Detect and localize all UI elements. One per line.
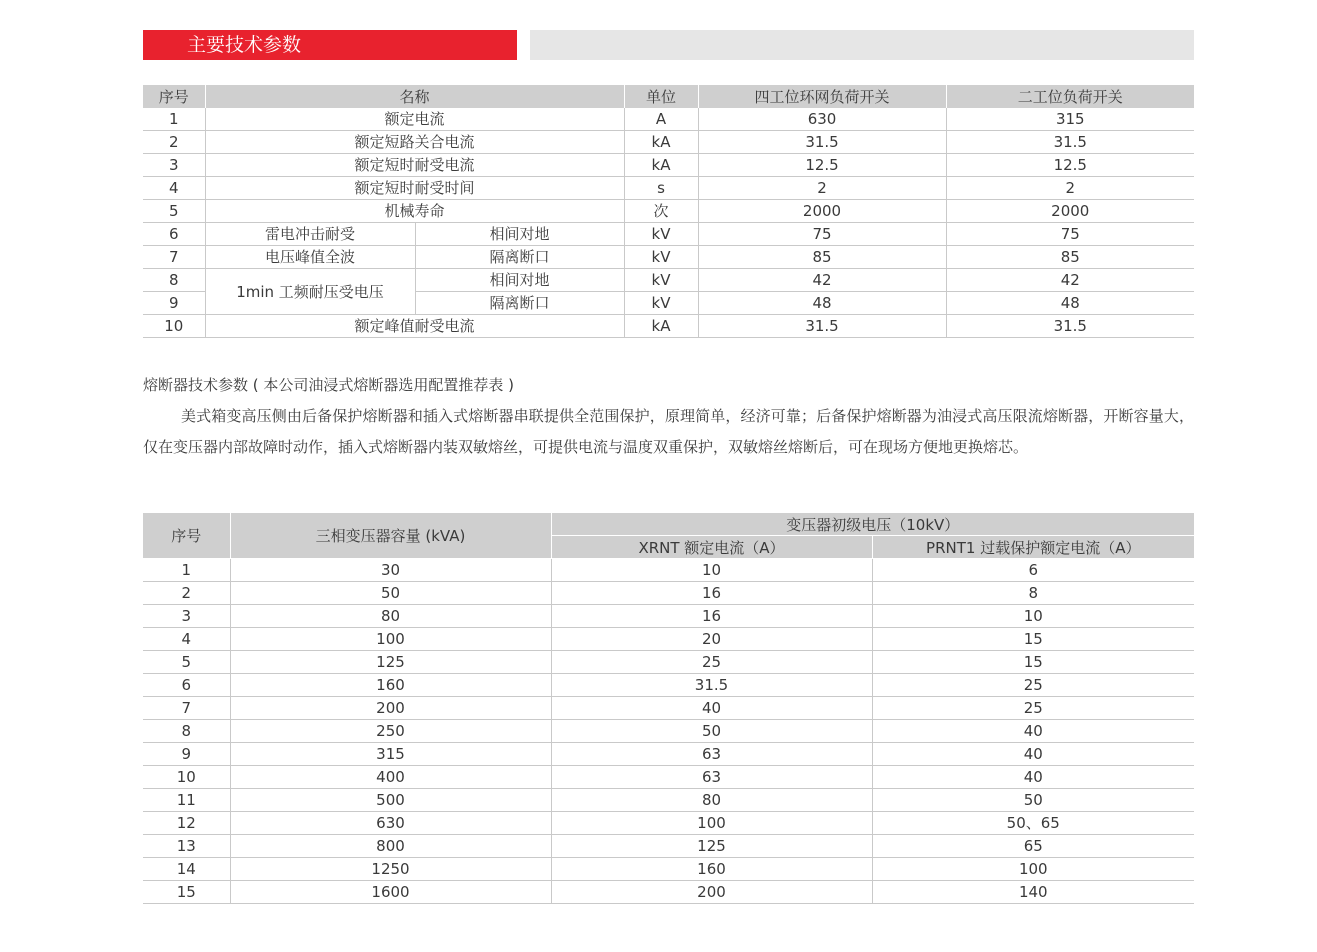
row-no: 3 [143,605,230,628]
row-capacity: 315 [230,743,551,766]
header-xrnt-current: XRNT 额定电流（A） [551,536,872,559]
title-decoration-bar [530,30,1194,60]
table-row [143,789,1194,812]
row-value-four: 12.5 [698,154,946,177]
row-prnt-current: 40 [872,766,1194,789]
row-prnt-current: 50 [872,789,1194,812]
table-row [143,315,1194,338]
row-unit: 次 [624,200,698,223]
row-value-four: 85 [698,246,946,269]
row-capacity: 1250 [230,858,551,881]
row-prnt-current: 40 [872,720,1194,743]
row-capacity: 400 [230,766,551,789]
row-prnt-current: 140 [872,881,1194,904]
table-row [143,154,1194,177]
row-name: 额定电流 [205,108,624,131]
row-no: 15 [143,881,230,904]
row-unit: kV [624,292,698,315]
row-xrnt-current: 63 [551,766,872,789]
row-xrnt-current: 16 [551,605,872,628]
row-subname: 相间对地 [415,223,624,246]
row-capacity: 30 [230,559,551,582]
row-value-four: 31.5 [698,315,946,338]
row-prnt-current: 15 [872,628,1194,651]
row-name: 额定短路关合电流 [205,131,624,154]
row-prnt-current: 8 [872,582,1194,605]
row-value-four: 630 [698,108,946,131]
row-no: 2 [143,582,230,605]
row-value-four: 42 [698,269,946,292]
row-name: 雷电冲击耐受 [205,223,415,246]
fuse-selection-table [143,513,1194,904]
row-capacity: 800 [230,835,551,858]
table-header-row [143,513,1194,536]
row-name: 额定短时耐受时间 [205,177,624,200]
row-prnt-current: 40 [872,743,1194,766]
row-no: 13 [143,835,230,858]
table-row [143,131,1194,154]
row-no: 10 [143,315,205,338]
header-no: 序号 [143,85,205,108]
row-subname: 相间对地 [415,269,624,292]
row-value-four: 75 [698,223,946,246]
main-parameters-table [143,85,1194,338]
header-two-position: 二工位负荷开关 [946,85,1194,108]
row-prnt-current: 15 [872,651,1194,674]
row-value-two: 85 [946,246,1194,269]
row-prnt-current: 6 [872,559,1194,582]
row-no: 9 [143,743,230,766]
table-row [143,177,1194,200]
table-header-row [143,85,1194,108]
row-capacity: 160 [230,674,551,697]
fuse-description: 美式箱变高压侧由后备保护熔断器和插入式熔断器串联提供全范围保护，原理简单，经济可靠；后备保护熔断器为油浸式高压限流熔断器，开断容量大，仅在变压器内部故障时动作，插入式熔断器内装双敏熔丝，可提供电流与温度双重保护，双敏熔丝熔断后，可在现场方便地更换熔芯。 [143,407,1194,456]
row-no: 11 [143,789,230,812]
row-xrnt-current: 20 [551,628,872,651]
table-row [143,651,1194,674]
row-unit: kA [624,154,698,177]
row-prnt-current: 25 [872,674,1194,697]
row-no: 2 [143,131,205,154]
row-unit: kA [624,131,698,154]
row-xrnt-current: 10 [551,559,872,582]
row-unit: kV [624,246,698,269]
header-primary-voltage: 变压器初级电压（10kV） [551,513,1194,536]
row-xrnt-current: 40 [551,697,872,720]
table-row [143,223,1194,246]
section-title: 主要技术参数 [143,30,517,60]
row-name: 电压峰值全波 [205,246,415,269]
row-name: 额定峰值耐受电流 [205,315,624,338]
row-unit: kV [624,223,698,246]
row-capacity: 50 [230,582,551,605]
row-xrnt-current: 50 [551,720,872,743]
row-value-four: 31.5 [698,131,946,154]
row-no: 3 [143,154,205,177]
table-row [143,559,1194,582]
row-capacity: 500 [230,789,551,812]
row-no: 12 [143,812,230,835]
table-row [143,881,1194,904]
row-xrnt-current: 160 [551,858,872,881]
row-xrnt-current: 100 [551,812,872,835]
row-value-two: 42 [946,269,1194,292]
row-value-two: 31.5 [946,315,1194,338]
row-value-four: 48 [698,292,946,315]
table-row [143,812,1194,835]
header-unit: 单位 [624,85,698,108]
row-value-four: 2000 [698,200,946,223]
row-xrnt-current: 200 [551,881,872,904]
row-unit: kV [624,269,698,292]
header-four-position: 四工位环网负荷开关 [698,85,946,108]
header-prnt-current: PRNT1 过载保护额定电流（A） [872,536,1194,559]
row-no: 10 [143,766,230,789]
table-row [143,835,1194,858]
row-capacity: 80 [230,605,551,628]
row-unit: A [624,108,698,131]
row-capacity: 125 [230,651,551,674]
table-row [143,766,1194,789]
table-row [143,605,1194,628]
row-xrnt-current: 80 [551,789,872,812]
row-prnt-current: 25 [872,697,1194,720]
row-capacity: 1600 [230,881,551,904]
row-capacity: 200 [230,697,551,720]
row-no: 4 [143,628,230,651]
row-prnt-current: 100 [872,858,1194,881]
table-row [143,858,1194,881]
table-row [143,108,1194,131]
row-value-two: 2 [946,177,1194,200]
row-no: 5 [143,651,230,674]
row-unit: s [624,177,698,200]
row-prnt-current: 50、65 [872,812,1194,835]
table-row [143,582,1194,605]
row-xrnt-current: 25 [551,651,872,674]
row-value-two: 31.5 [946,131,1194,154]
table-row [143,269,1194,292]
row-capacity: 630 [230,812,551,835]
table-row [143,743,1194,766]
row-xrnt-current: 125 [551,835,872,858]
row-value-two: 75 [946,223,1194,246]
header-no: 序号 [143,513,230,559]
row-value-two: 2000 [946,200,1194,223]
row-prnt-current: 10 [872,605,1194,628]
row-value-four: 2 [698,177,946,200]
row-no: 9 [143,292,205,315]
row-no: 1 [143,108,205,131]
table-row [143,246,1194,269]
row-xrnt-current: 31.5 [551,674,872,697]
table-row [143,628,1194,651]
header-capacity: 三相变压器容量 (kVA) [230,513,551,559]
row-no: 8 [143,269,205,292]
row-subname: 隔离断口 [415,292,624,315]
row-value-two: 315 [946,108,1194,131]
table-row [143,720,1194,743]
row-no: 6 [143,674,230,697]
row-subname: 隔离断口 [415,246,624,269]
row-name: 1min 工频耐压受电压 [205,269,415,315]
table-row [143,697,1194,720]
row-no: 7 [143,697,230,720]
row-value-two: 48 [946,292,1194,315]
row-no: 7 [143,246,205,269]
header-name: 名称 [205,85,624,108]
row-no: 14 [143,858,230,881]
row-capacity: 250 [230,720,551,743]
row-prnt-current: 65 [872,835,1194,858]
table-row [143,200,1194,223]
row-xrnt-current: 16 [551,582,872,605]
row-no: 6 [143,223,205,246]
row-no: 1 [143,559,230,582]
row-unit: kA [624,315,698,338]
row-no: 8 [143,720,230,743]
row-value-two: 12.5 [946,154,1194,177]
row-name: 机械寿命 [205,200,624,223]
fuse-section-title: 熔断器技术参数 ( 本公司油浸式熔断器选用配置推荐表 ) [143,376,515,394]
table-row [143,674,1194,697]
row-capacity: 100 [230,628,551,651]
row-no: 4 [143,177,205,200]
row-name: 额定短时耐受电流 [205,154,624,177]
row-xrnt-current: 63 [551,743,872,766]
row-no: 5 [143,200,205,223]
